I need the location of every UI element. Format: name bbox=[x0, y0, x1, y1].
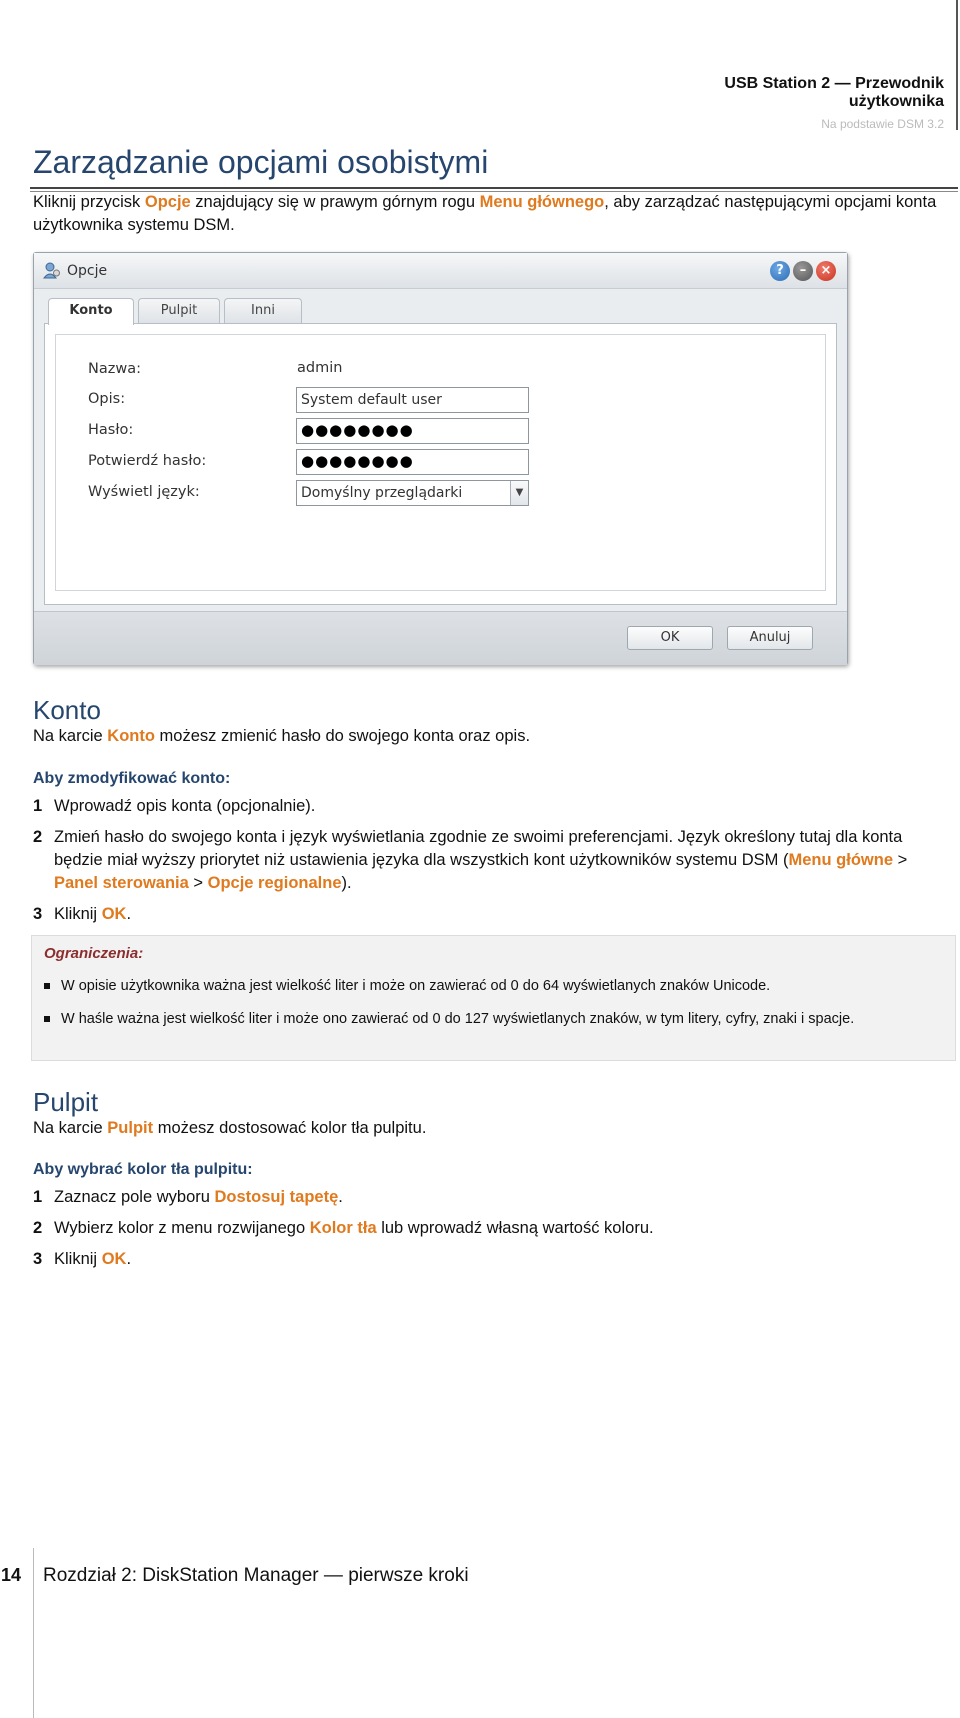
pulpit-step-2: 2 Wybierz kolor z menu rozwijanego Kolor tła lub wprowadź własną wartość koloru. bbox=[33, 1219, 654, 1237]
password-input[interactable]: ●●●●●●●● bbox=[296, 418, 529, 444]
intro-paragraph: Kliknij przycisk Opcje znajdujący się w prawym górnym rogu Menu głównego, aby zarządzać następującymi opcjami konta użytkownika systemu DSM. bbox=[33, 193, 937, 234]
pulpit-step-3: 3 Kliknij OK. bbox=[33, 1250, 132, 1268]
minimize-icon[interactable]: – bbox=[793, 261, 813, 281]
panel-sterowania-link: Panel sterowania bbox=[54, 874, 189, 892]
tab-konto[interactable]: Konto bbox=[48, 298, 134, 325]
chapter-title: Rozdział 2: DiskStation Manager — pierwsze kroki bbox=[43, 1565, 469, 1586]
language-label: Wyświetl język: bbox=[88, 484, 200, 500]
confirm-password-input[interactable]: ●●●●●●●● bbox=[296, 449, 529, 475]
pulpit-description: Na karcie Pulpit możesz dostosować kolor tła pulpitu. bbox=[33, 1119, 427, 1137]
page-number: 14 bbox=[1, 1565, 22, 1585]
kolor-tla-highlight: Kolor tła bbox=[309, 1219, 377, 1237]
chevron-down-icon[interactable]: ▼ bbox=[510, 481, 528, 505]
user-options-icon bbox=[43, 261, 61, 279]
restrictions-title: Ograniczenia: bbox=[44, 945, 144, 962]
document-subtitle: Na podstawie DSM 3.2 bbox=[821, 117, 944, 131]
ok-highlight: OK bbox=[101, 905, 127, 923]
section-heading: Zarządzanie opcjami osobistymi bbox=[33, 144, 489, 180]
form-area bbox=[55, 334, 826, 591]
name-value: admin bbox=[297, 360, 343, 376]
konto-step-1: 1 Wprowadź opis konta (opcjonalnie). bbox=[33, 797, 316, 815]
cancel-button[interactable]: Anuluj bbox=[727, 626, 813, 650]
pulpit-highlight: Pulpit bbox=[107, 1119, 154, 1137]
konto-steps-heading: Aby zmodyfikować konto: bbox=[33, 770, 231, 787]
konto-heading: Konto bbox=[33, 695, 101, 725]
pulpit-step-1: 1 Zaznacz pole wyboru Dostosuj tapetę. bbox=[33, 1188, 343, 1206]
header-divider bbox=[956, 0, 958, 130]
dostosuj-tapete-highlight: Dostosuj tapetę bbox=[214, 1188, 339, 1206]
password-label: Hasło: bbox=[88, 422, 134, 438]
menu-glowne-link: Menu główne bbox=[788, 851, 893, 869]
tab-inni[interactable]: Inni bbox=[224, 298, 302, 323]
dialog-title: Opcje bbox=[67, 263, 108, 279]
konto-description: Na karcie Konto możesz zmienić hasło do swojego konta oraz opis. bbox=[33, 727, 531, 745]
menu-glowne-highlight: Menu głównego bbox=[479, 193, 605, 211]
dialog-titlebar bbox=[34, 253, 847, 289]
close-icon[interactable]: × bbox=[816, 261, 836, 281]
tab-pulpit[interactable]: Pulpit bbox=[138, 298, 220, 323]
opcje-highlight: Opcje bbox=[144, 193, 191, 211]
language-select[interactable] bbox=[296, 480, 529, 506]
restriction-item: W haśle ważna jest wielkość liter i może ono zawierać od 0 do 127 wyświetlanych znaków, w tym litery, cyfry, znaki i spacje. bbox=[44, 1009, 939, 1029]
pulpit-steps-heading: Aby wybrać kolor tła pulpitu: bbox=[33, 1161, 253, 1178]
restrictions-note bbox=[31, 935, 956, 1061]
name-label: Nazwa: bbox=[88, 361, 141, 377]
description-input[interactable]: System default user bbox=[296, 387, 529, 413]
language-select-value: Domyślny przeglądarki bbox=[301, 485, 463, 501]
ok-button[interactable]: OK bbox=[627, 626, 713, 650]
opcje-regionalne-link: Opcje regionalne bbox=[207, 874, 342, 892]
document-title: USB Station 2 — Przewodnik użytkownika bbox=[724, 75, 944, 110]
heading-rule bbox=[30, 187, 958, 189]
konto-step-2: 2 Zmień hasło do swojego konta i język wyświetlania zgodnie ze swoimi preferencjami. Język określony tutaj dla konta będzie miał wyższy priorytet niż ustawienia języka dla wszystkich kont użytkowników systemu DSM (Menu główne > Panel sterowania > Opcje regionalne). bbox=[33, 828, 908, 892]
ok-highlight: OK bbox=[101, 1250, 127, 1268]
pulpit-heading: Pulpit bbox=[33, 1087, 99, 1117]
restriction-item: W opisie użytkownika ważna jest wielkość liter i może on zawierać od 0 do 64 wyświetlanych znaków Unicode. bbox=[44, 976, 939, 996]
footer-divider bbox=[33, 1548, 34, 1718]
help-icon[interactable]: ? bbox=[770, 261, 790, 281]
bullet-icon bbox=[44, 1016, 50, 1022]
options-dialog bbox=[33, 252, 848, 665]
konto-step-3: 3 Kliknij OK. bbox=[33, 905, 132, 923]
bullet-icon bbox=[44, 983, 50, 989]
confirm-password-label: Potwierdź hasło: bbox=[88, 453, 207, 469]
konto-highlight: Konto bbox=[107, 727, 155, 745]
tab-panel bbox=[44, 323, 837, 605]
dialog-footer bbox=[34, 611, 847, 665]
description-label: Opis: bbox=[88, 391, 126, 407]
